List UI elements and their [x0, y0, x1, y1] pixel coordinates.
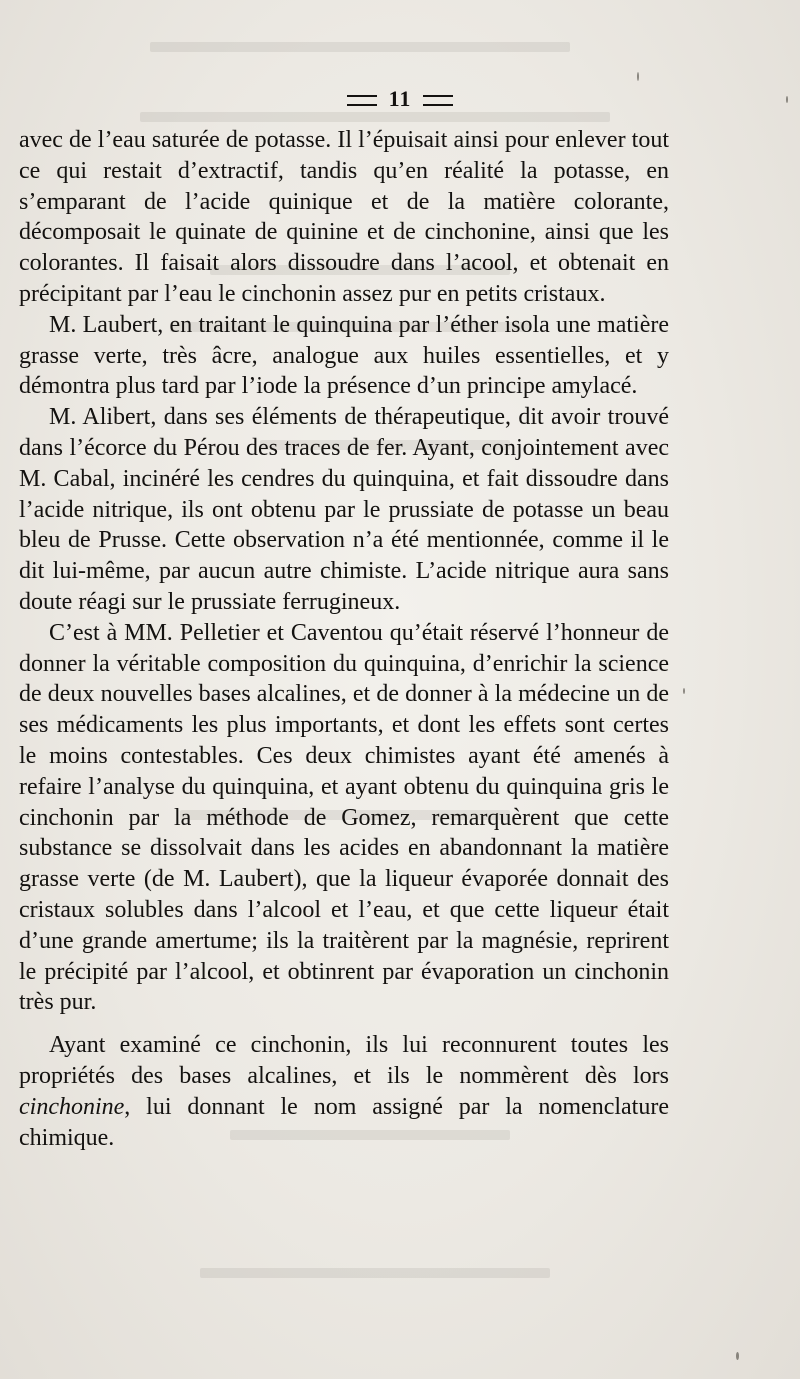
- paragraph-laubert: M. Laubert, en traitant le quinquina par l’éther isola une matière grasse verte, très âcre, analogue aux huiles essentielles, et y démontra plus tard par l’iode la présence d’un principe amylacé.: [19, 311, 669, 400]
- paper-speck: [637, 72, 639, 81]
- page-header: [0, 86, 800, 112]
- paragraph-alibert: M. Alibert, dans ses éléments de thérapeutique, dit avoir trouvé dans l’écorce du Pérou des traces de fer. Ayant, conjointement avec M. Cabal, incinéré les cendres du quinquina, et fait dissoudre dans l’acide nitrique, ils ont obtenu par le prussiate de potasse un beau bleu de Prusse. Cette observation n’a été mentionnée, comme il le dit lui-même, par aucun autre chimiste. L’acide nitrique aura sans doute réagi sur le prussiate ferrugineux.: [19, 404, 669, 615]
- header-ornament-left: [347, 95, 377, 106]
- paper-speck: [786, 96, 788, 103]
- paragraph-cinchonine-text-before: Ayant examiné ce cinchonin, ils lui reconnurent toutes les propriétés des bases alcalines, et ils le nommèrent dès lors: [19, 1032, 669, 1089]
- page-number: 11: [388, 86, 412, 111]
- term-cinchonine: cinchonine: [19, 1093, 125, 1120]
- paragraph-continued: avec de l’eau saturée de potasse. Il l’épuisait ainsi pour enlever tout ce qui restait d’extractif, tandis qu’en réalité la potasse, en s’emparant de l’acide quinique et de la matière colorante, décomposait le quinate de quinine et de cinchonine, ainsi que les colorantes. Il faisait alors dissoudre dans l’acool, et obtenait en précipitant par l’eau le cinchonin assez pur en petits cristaux.: [19, 127, 669, 307]
- paragraph-pelletier-caventou: C’est à MM. Pelletier et Caventou qu’était réservé l’honneur de donner la véritable composition du quinquina, d’enrichir la science de deux nouvelles bases alcalines, et de donner à la médecine un de ses médicaments les plus importants, et dont les effets sont certes le moins contestables. Ces deux chimistes ayant été amenés à refaire l’analyse du quinquina, et ayant obtenu du quinquina gris le cinchonin par la méthode de Gomez, remarquèrent que cette substance se dissolvait dans les acides en abandonnant la matière grasse verte (de M. Laubert), que la liqueur évaporée donnait des cristaux solubles dans l’alcool et l’eau, et que cette liqueur était d’une grande amertume; ils la traitèrent par la magnésie, reprirent le précipité par l’alcool, et obtinrent par évaporation un cinchonin très pur.: [19, 619, 669, 1016]
- paper-speck: [736, 1352, 739, 1360]
- body-text: [19, 125, 669, 1153]
- paragraph-cinchonine: [19, 1030, 669, 1153]
- paper-speck: [683, 688, 685, 694]
- header-ornament-right: [423, 95, 453, 106]
- paragraph-cinchonine-text-after: , lui donnant le nom assigné par la nomenclature chimique.: [19, 1093, 669, 1151]
